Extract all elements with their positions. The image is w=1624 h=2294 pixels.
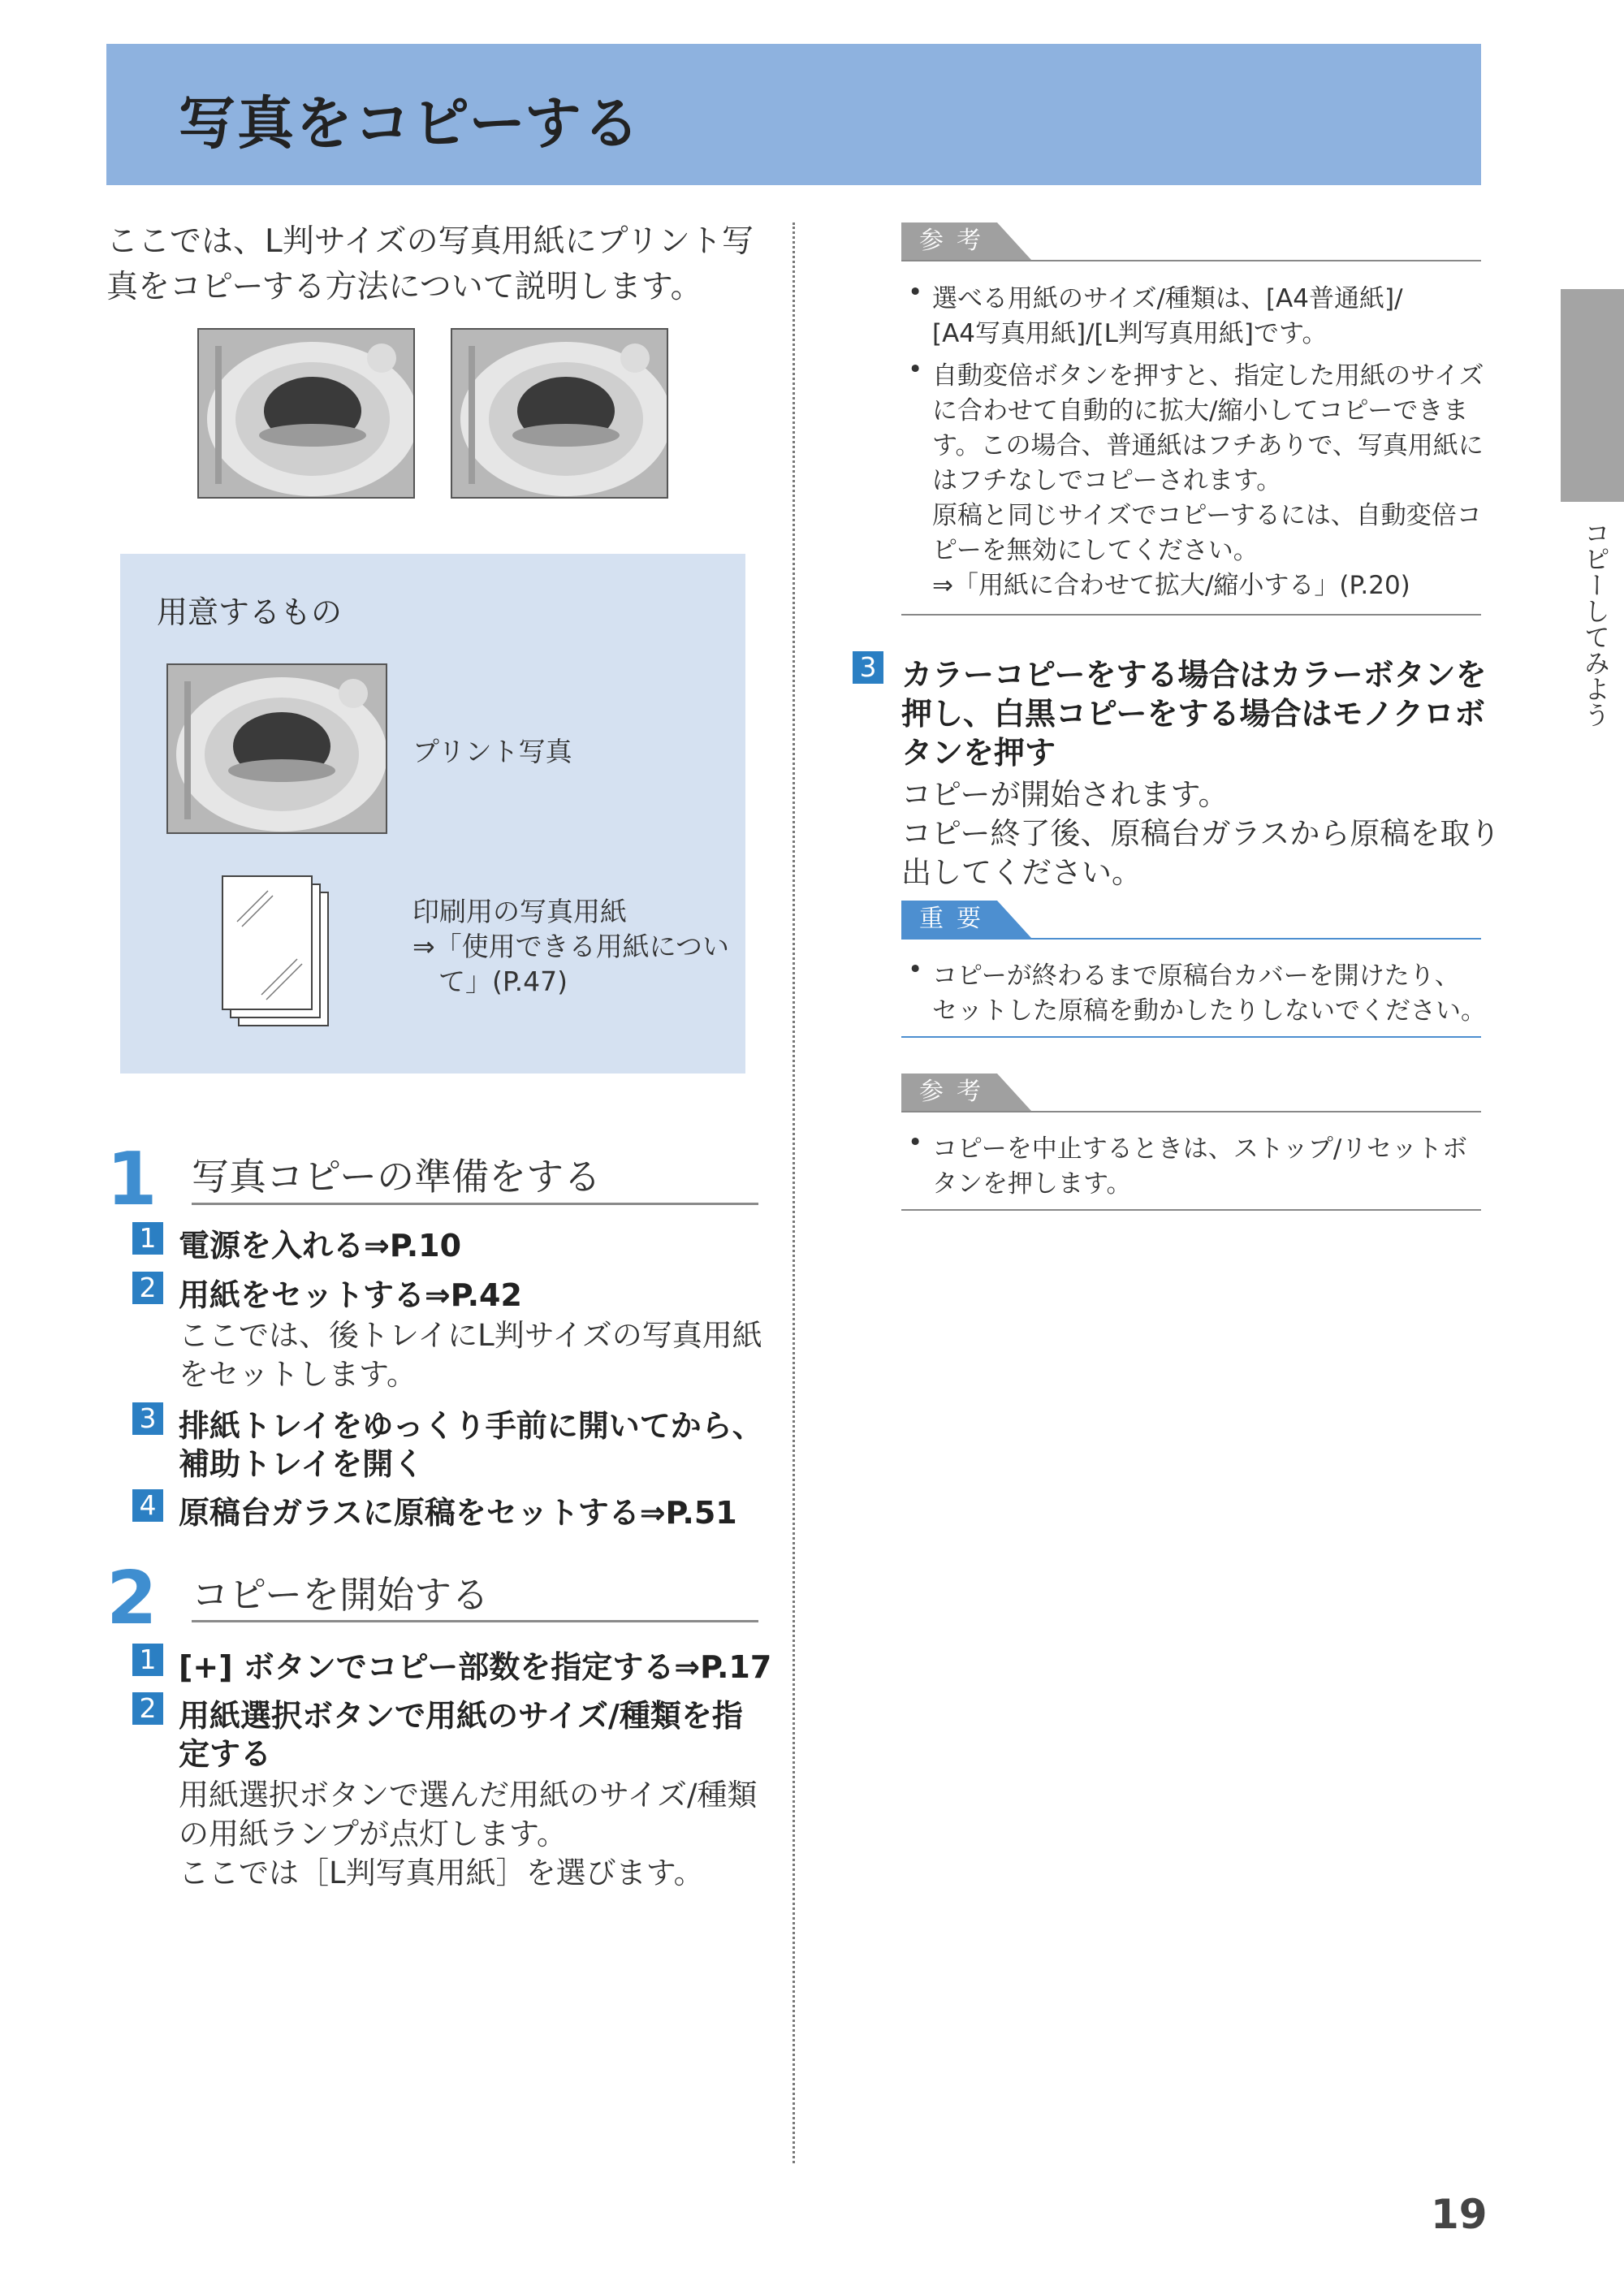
prep-title: 用意するもの [157, 594, 343, 630]
original-photo-image [197, 328, 415, 499]
step-text: 定する [179, 1736, 272, 1772]
side-tab-block [1561, 289, 1624, 502]
paper-ref-link-cont[interactable]: て」(P.47) [438, 966, 568, 997]
important-tab [901, 901, 1031, 938]
step-text: 排紙トレイをゆっくり手前に開いてから、 [179, 1408, 763, 1444]
step-badge: 3 [853, 651, 883, 684]
column-divider [793, 222, 795, 2163]
section-1-number: 1 [106, 1137, 158, 1222]
step-description: をセットします。 [179, 1357, 417, 1392]
step-text: 用紙選択ボタンで用紙のサイズ/種類を指 [179, 1698, 743, 1734]
note-tab-1 [901, 222, 1031, 260]
section-1-rule [192, 1203, 758, 1205]
page-title: 写真をコピーする [179, 90, 641, 157]
step-description: コピーが開始されます。 [901, 777, 1229, 812]
important-text: コピーが終わるまで原稿台カバーを開けたり、 [932, 961, 1460, 991]
bullet: • [908, 1128, 923, 1157]
step-badge: 2 [132, 1692, 163, 1725]
important-rule [901, 1036, 1481, 1038]
note-text: コピーを中止するときは、ストップ/リセットボ [932, 1134, 1467, 1164]
page-number: 19 [1431, 2191, 1488, 2238]
step-badge: 4 [132, 1489, 163, 1522]
step-description: ここでは［L判写真用紙］を選びます。 [179, 1856, 704, 1890]
note-rule [901, 1209, 1481, 1211]
note-rule [901, 614, 1481, 616]
step-description: 出してください。 [901, 855, 1142, 890]
step-badge: 1 [132, 1222, 163, 1255]
photo-paper-stack-icon [219, 873, 333, 1031]
important-text: セットした原稿を動かしたりしないでください。 [932, 996, 1486, 1026]
resize-ref-link[interactable]: ⇒「用紙に合わせて拡大/縮小する」(P.20) [932, 571, 1410, 600]
step-text: 押し、白黒コピーをする場合はモノクロボ [901, 696, 1485, 732]
note-text: 自動変倍ボタンを押すと、指定した用紙のサイズ [932, 361, 1484, 391]
note-text: [A4写真用紙]/[L判写真用紙]です。 [932, 319, 1328, 348]
important-label: 重要 [919, 905, 994, 933]
step-text: タンを押す [901, 735, 1056, 771]
step-description: の用紙ランプが点灯します。 [179, 1817, 568, 1851]
section-2-number: 2 [106, 1556, 158, 1641]
note-text: に合わせて自動的に拡大/縮小してコピーできま [932, 396, 1469, 426]
note-text: 選べる用紙のサイズ/種類は、[A4普通紙]/ [932, 284, 1403, 313]
note-label: 参考 [919, 227, 994, 255]
note-text: はフチなしでコピーされます。 [932, 466, 1282, 495]
step-text: 補助トレイを開く [179, 1446, 425, 1482]
note-label: 参考 [919, 1078, 994, 1106]
bullet: • [908, 355, 923, 384]
step-description: コピー終了後、原稿台ガラスから原稿を取り [901, 816, 1501, 851]
step-badge: 3 [132, 1402, 163, 1435]
step-description: 用紙選択ボタンで選んだ用紙のサイズ/種類 [179, 1778, 758, 1812]
note-tab-2 [901, 1074, 1031, 1111]
note-rule [901, 260, 1481, 261]
bullet: • [908, 278, 923, 307]
copied-photo-image [451, 328, 668, 499]
step-text: 用紙をセットする⇒P.42 [179, 1277, 522, 1313]
section-1-title: 写真コピーの準備をする [192, 1155, 602, 1199]
paper-label: 印刷用の写真用紙 [412, 896, 627, 927]
section-2-title: コピーを開始する [192, 1573, 490, 1617]
step-badge: 2 [132, 1272, 163, 1304]
paper-ref-link[interactable]: ⇒「使用できる用紙につい [412, 931, 729, 962]
print-photo-image [166, 663, 387, 834]
note-text: 原稿と同じサイズでコピーするには、自動変倍コ [932, 501, 1482, 530]
print-photo-label: プリント写真 [412, 736, 572, 767]
intro-line-1: ここでは、L判サイズの写真用紙にプリント写 [106, 223, 754, 260]
note-text: タンを押します。 [932, 1169, 1132, 1199]
note-rule [901, 1111, 1481, 1112]
intro-line-2: 真をコピーする方法について説明します。 [106, 269, 702, 305]
side-tab-label: コピーしてみよう [1580, 520, 1611, 728]
step-description: ここでは、後トレイにL判サイズの写真用紙 [179, 1318, 762, 1353]
section-2-rule [192, 1620, 758, 1622]
step-text: カラーコピーをする場合はカラーボタンを [901, 657, 1487, 693]
step-text: [+] ボタンでコピー部数を指定する⇒P.17 [179, 1649, 772, 1685]
note-text: ピーを無効にしてください。 [932, 536, 1259, 565]
step-text: 原稿台ガラスに原稿をセットする⇒P.51 [179, 1495, 737, 1531]
important-rule [901, 938, 1481, 940]
bullet: • [908, 955, 923, 984]
note-text: す。この場合、普通紙はフチありで、写真用紙に [932, 431, 1484, 460]
step-badge: 1 [132, 1644, 163, 1676]
step-text: 電源を入れる⇒P.10 [179, 1228, 462, 1264]
